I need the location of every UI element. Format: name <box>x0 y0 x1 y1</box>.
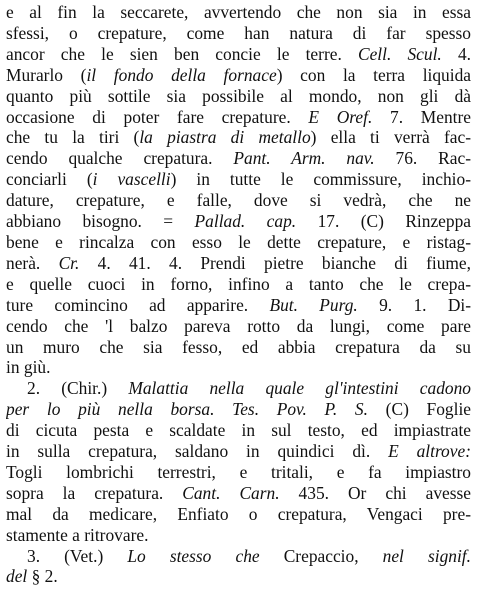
text-line <box>6 190 471 211</box>
italic-run: nel signif. <box>382 545 471 566</box>
text-run: 2. (Chir.) <box>27 378 129 399</box>
text-line <box>6 107 471 128</box>
text-run: conciarli ( <box>6 169 93 190</box>
text-run: Crepaccio, <box>259 545 383 566</box>
text-line <box>6 295 471 316</box>
text-line <box>6 357 471 378</box>
text-run: ture comincino ad apparire. <box>6 294 270 315</box>
text-line <box>6 462 471 483</box>
text-run: in sulla crepatura, saldano in quindici dì. <box>6 441 389 462</box>
italic-run: per lo più nella borsa. Tes. Pov. P. S. <box>6 399 368 420</box>
text-run: cendo che 'l balzo pareva rotto da lungi, come pare <box>6 315 471 336</box>
text-line <box>6 525 471 546</box>
text-run: § 2. <box>27 566 58 587</box>
text-run: sopra la crepatura. <box>6 482 183 503</box>
text-run: occasione di poter fare crepature. <box>6 106 309 127</box>
text-run: (C) Foglie <box>367 399 471 420</box>
text-line <box>6 566 471 587</box>
text-line <box>6 253 471 274</box>
italic-run: Cant. Carn. <box>182 482 280 503</box>
text-line <box>6 127 471 148</box>
italic-run: E Oref. <box>308 106 373 127</box>
italic-run: Lo stesso che <box>127 545 260 566</box>
text-line <box>6 420 471 441</box>
text-run: quanto più sottile sia possibile al mondo, non gli dà <box>6 85 471 106</box>
text-run: e quelle cuoci in forno, infino a tanto che le crepa- <box>6 273 471 294</box>
italic-run: i vascelli <box>92 169 171 190</box>
text-line <box>6 274 471 295</box>
text-line <box>6 504 471 525</box>
text-line <box>6 23 471 44</box>
sense-2-heading <box>6 378 471 399</box>
text-run: ) con la terra liquida <box>276 64 471 85</box>
italic-run: del <box>6 566 28 587</box>
text-run: 435. Or chi avesse <box>279 482 471 503</box>
italic-run: il fondo della fornace <box>86 64 277 85</box>
italic-run: Malattia nella quale gl'intestini cadono <box>128 378 471 399</box>
text-line <box>6 2 471 23</box>
italic-run: la piastra di metallo <box>139 127 311 148</box>
italic-run: But. Purg. <box>269 294 358 315</box>
text-run: e al fin la seccarete, avvertendo che non sia in essa <box>6 2 471 22</box>
text-line <box>6 148 471 169</box>
text-line <box>6 232 471 253</box>
text-run: cendo qualche crepatura. <box>6 148 234 169</box>
text-run: 76. Rac- <box>374 148 471 169</box>
text-run: 9. 1. Di- <box>357 294 471 315</box>
text-run: in giù. <box>6 357 51 378</box>
text-run: 3. (Vet.) <box>27 545 128 566</box>
text-run: 4. <box>441 43 471 64</box>
italic-run: Pallad. cap. <box>194 211 297 232</box>
text-line <box>6 441 471 462</box>
text-line <box>6 483 471 504</box>
text-run: che tu la tiri ( <box>6 127 140 148</box>
text-run: ) in tutte le commissure, inchio- <box>170 169 471 190</box>
text-run: di cicuta pesta e scaldate in sul testo, ed impiastrate <box>6 420 471 441</box>
text-line <box>6 65 471 86</box>
text-run: bene e rincalza con esso le dette crepature, e ristag- <box>6 231 471 252</box>
italic-run: Cr. <box>58 252 80 273</box>
text-run: nerà. <box>6 252 59 273</box>
text-run: mal da medicare, Enfiato o crepatura, Vengaci pre- <box>6 503 471 524</box>
italic-run: E altrove: <box>388 441 471 462</box>
text-run: dature, crepature, e falle, dove si vedrà, che ne <box>6 190 471 211</box>
text-run: sfessi, o crepature, come han natura di far spesso <box>6 22 471 43</box>
text-run: 17. (C) Rinzeppa <box>296 211 471 232</box>
italic-run: Pant. Arm. nav. <box>233 148 375 169</box>
text-run: abbiano bisogno. = <box>6 211 195 232</box>
text-line <box>6 169 471 190</box>
text-run: ) ella ti verrà fac- <box>310 127 471 148</box>
italic-run: Cell. Scul. <box>357 43 442 64</box>
text-run: stamente a ritrovare. <box>6 524 149 545</box>
text-run: un muro che sia fesso, ed abbia crepatura da su <box>6 336 471 357</box>
text-run: Murarlo ( <box>6 64 87 85</box>
text-run: ancor che le sien ben concie le terre. <box>6 43 358 64</box>
sense-3-heading <box>6 546 471 567</box>
text-run: 4. 41. 4. Prendi pietre bianche di fiume, <box>79 252 471 273</box>
text-run: 7. Mentre <box>372 106 471 127</box>
text-line <box>6 86 471 107</box>
text-line <box>6 337 471 358</box>
text-run: Togli lombrichi terrestri, e tritali, e fa impiastro <box>6 461 471 482</box>
text-line <box>6 399 471 420</box>
text-line <box>6 44 471 65</box>
text-line <box>6 316 471 337</box>
text-line <box>6 211 471 232</box>
